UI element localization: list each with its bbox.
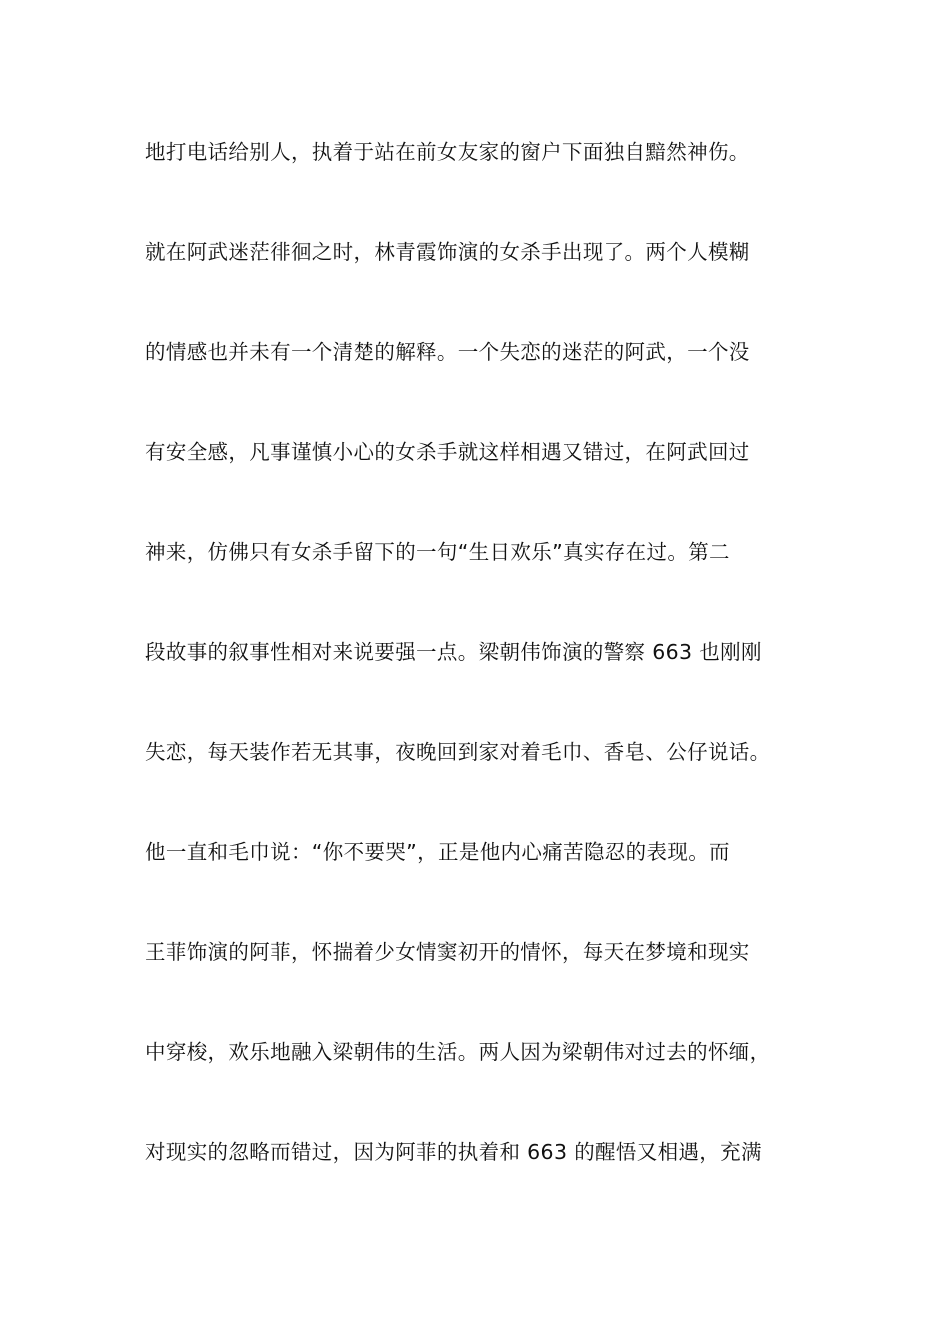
body-text — [145, 128, 835, 1228]
text-line: 有安全感，凡事谨慎小心的女杀手就这样相遇又错过，在阿武回过 — [145, 440, 750, 464]
text-line: 的情感也并未有一个清楚的解释。一个失恋的迷茫的阿武，一个没 — [145, 340, 750, 364]
text-line: 段故事的叙事性相对来说要强一点。梁朝伟饰演的警察 663 也刚刚 — [145, 640, 762, 664]
text-line: 就在阿武迷茫徘徊之时，林青霞饰演的女杀手出现了。两个人模糊 — [145, 240, 750, 264]
text-line: 对现实的忽略而错过，因为阿菲的执着和 663 的醒悟又相遇，充满 — [145, 1140, 762, 1164]
text-line: 神来，仿佛只有女杀手留下的一句“生日欢乐”真实存在过。第二 — [145, 540, 730, 564]
text-line: 王菲饰演的阿菲，怀揣着少女情窦初开的情怀，每天在梦境和现实 — [145, 940, 750, 964]
text-line: 失恋，每天装作若无其事，夜晚回到家对着毛巾、香皂、公仔说话。 — [145, 740, 771, 764]
text-line: 中穿梭，欢乐地融入梁朝伟的生活。两人因为梁朝伟对过去的怀缅， — [145, 1040, 771, 1064]
text-line: 地打电话给别人，执着于站在前女友家的窗户下面独自黯然神伤。 — [145, 140, 750, 164]
text-line: 他一直和毛巾说：“你不要哭”，正是他内心痛苦隐忍的表现。而 — [145, 840, 730, 864]
